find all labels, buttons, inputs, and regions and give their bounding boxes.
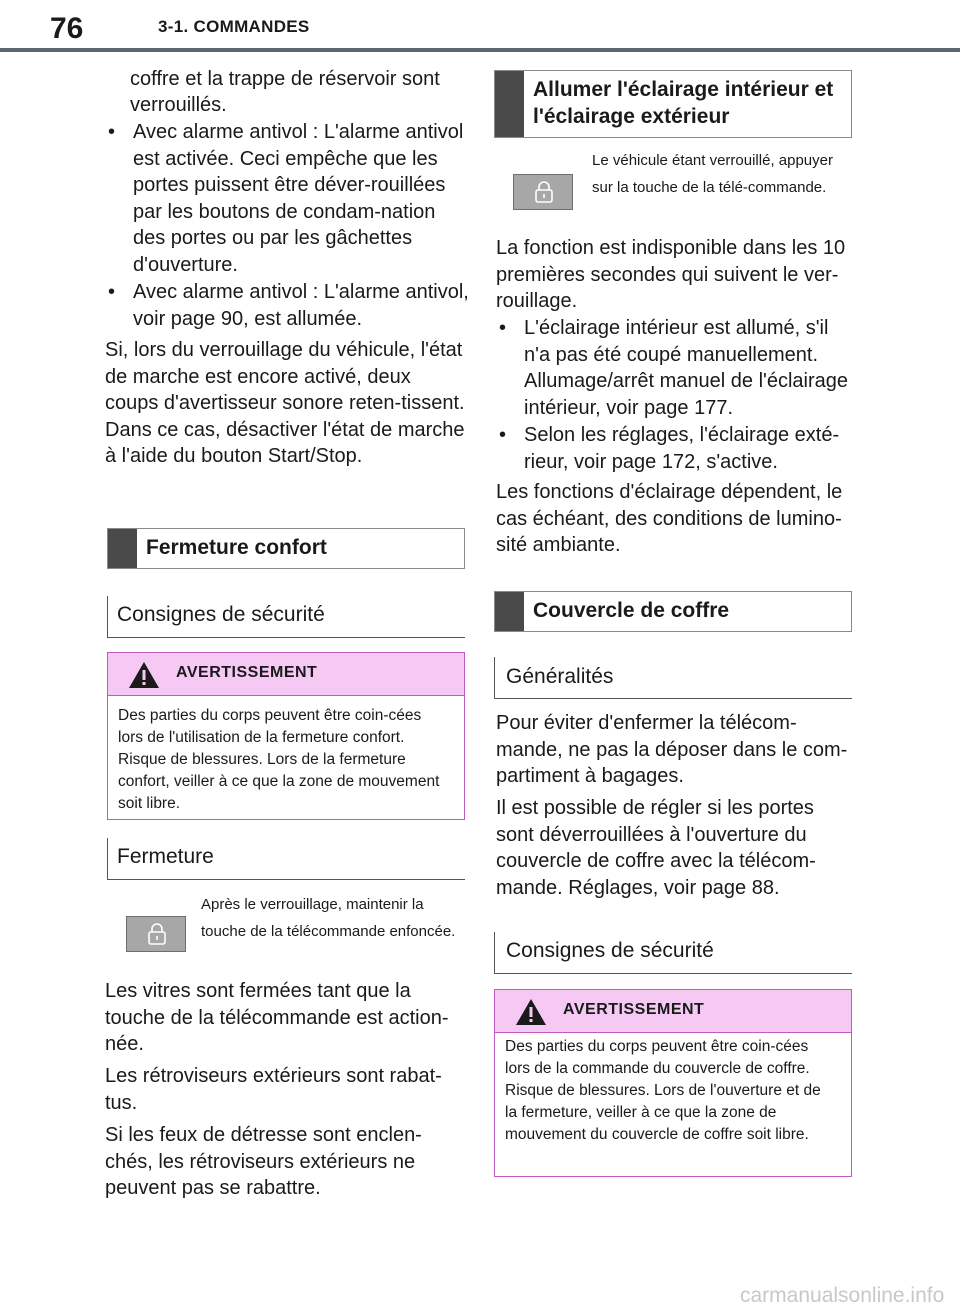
paragraph-functions: Les fonctions d'éclairage dépendent, le cas échéant, des conditions de lumino-sité ambiante. <box>496 481 843 556</box>
bullet-dot: • <box>499 317 507 339</box>
subhead-safety: Consignes de sécurité <box>117 603 325 626</box>
warning-box <box>107 652 465 820</box>
key-description: Après le verrouillage, maintenir la touche de la télécommande enfoncée. <box>201 896 456 940</box>
section-bar <box>108 529 137 568</box>
warning-title: AVERTISSEMENT <box>176 664 318 681</box>
paragraph-state: Si, lors du verrouillage du véhicule, l'état de marche est encore activé, deux coups d'avertisseur sonore reten-tissent. Dans ce cas, désactiver l'état de marche à l'aide du bouton Start/Stop. <box>105 339 465 467</box>
warning-title: AVERTISSEMENT <box>563 1001 705 1018</box>
bullet-text: Avec alarme antivol : L'alarme antivol, voir page 90, est allumée. <box>133 281 469 330</box>
page-header <box>0 0 960 54</box>
warning-header <box>495 990 851 1033</box>
warning-triangle-icon <box>128 661 160 689</box>
page-number: 76 <box>50 12 84 45</box>
warning-box <box>494 989 852 1177</box>
bullet-text: Avec alarme antivol : L'alarme antivol est activée. Ceci empêche que les portes puissent être déver-rouillées par les boutons de condam-nation des portes ou par les gâchettes d'ouverture. <box>133 121 464 276</box>
section-header-fermeture-confort <box>107 528 465 569</box>
bullet-dot: • <box>499 424 507 446</box>
lock-key-icon <box>147 923 167 945</box>
subhead-rule-horizontal <box>494 973 852 974</box>
section-bar <box>495 592 524 631</box>
bullet-dot: • <box>108 281 116 303</box>
bullet-text: Selon les réglages, l'éclairage exté-rieur, voir page 172, s'active. <box>524 424 840 473</box>
subhead-safety: Consignes de sécurité <box>506 939 714 962</box>
paragraph-remote: Pour éviter d'enfermer la télécom-mande, ne pas la déposer dans le com-partiment à bagages. <box>496 712 848 787</box>
paragraph-doors: Il est possible de régler si les portes sont déverrouillées à l'ouverture du couvercle de coffre avec la télécom-mande. Réglages, voir page 88. <box>496 797 816 899</box>
subhead-rule-horizontal <box>107 637 465 638</box>
remote-key-button <box>126 916 186 952</box>
subhead-rule-vertical <box>107 838 108 880</box>
subhead-rule-vertical <box>494 657 495 699</box>
section-title: Allumer l'éclairage intérieur et l'éclairage extérieur <box>533 78 834 128</box>
bullet-text: L'éclairage intérieur est allumé, s'il n'a pas été coupé manuellement. Allumage/arrêt manuel de l'éclairage intérieur, voir page 177. <box>524 317 848 419</box>
header-divider <box>0 48 960 52</box>
intro-line-2: verrouillés. <box>130 94 227 116</box>
paragraph-hazard: Si les feux de détresse sont enclen-chés, les rétroviseurs extérieurs ne peuvent pas se rabattre. <box>105 1124 422 1199</box>
warning-header <box>108 653 464 696</box>
watermark: carmanualsonline.info <box>740 1284 945 1307</box>
subhead-rule-horizontal <box>107 879 465 880</box>
warning-triangle-icon <box>515 998 547 1026</box>
intro-line-1: coffre et la trappe de réservoir sont <box>130 68 440 90</box>
section-title: Couvercle de coffre <box>533 599 730 622</box>
subhead-general: Généralités <box>506 665 614 688</box>
remote-key-button <box>513 174 573 210</box>
paragraph-windows: Les vitres sont fermées tant que la touche de la télécommande est action-née. <box>105 980 449 1055</box>
chapter-title: 3-1. COMMANDES <box>158 17 310 36</box>
section-header-couvercle <box>494 591 852 632</box>
paragraph-unavailable: La fonction est indisponible dans les 10 premières secondes qui suivent le ver-rouillage. <box>496 237 846 312</box>
warning-text: Des parties du corps peuvent être coin-cées lors de l'utilisation de la fermeture confort. Risque de blessures. Lors de la fermeture confort, veiller à ce que la zone de mouvement soit libre. <box>118 707 440 812</box>
subhead-rule-horizontal <box>494 698 852 699</box>
subhead-rule-vertical <box>494 932 495 974</box>
subhead-fermeture: Fermeture <box>117 845 214 868</box>
section-title: Fermeture confort <box>146 536 327 559</box>
warning-text: Des parties du corps peuvent être coin-cées lors de la commande du couvercle de coffre. Risque de blessures. Lors de l'ouverture et de la fermeture, veiller à ce que la zone de mouvement du couvercle de coffre soit libre. <box>505 1038 821 1143</box>
subhead-rule-vertical <box>107 596 108 638</box>
lock-key-icon <box>534 181 554 203</box>
section-header-eclairage <box>494 70 852 138</box>
paragraph-mirrors: Les rétroviseurs extérieurs sont rabat-tus. <box>105 1065 442 1114</box>
bullet-dot: • <box>108 121 116 143</box>
key-description: Le véhicule étant verrouillé, appuyer sur la touche de la télé-commande. <box>592 152 833 196</box>
section-bar <box>495 71 524 137</box>
